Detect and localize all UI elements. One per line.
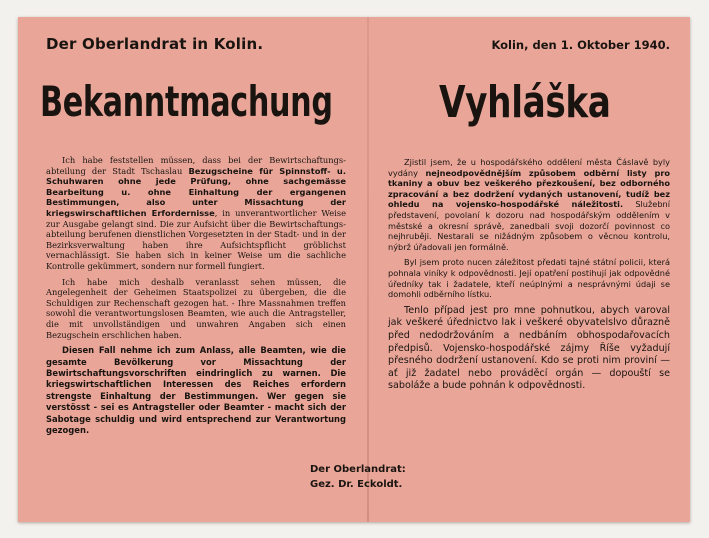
poster-sheet xyxy=(18,17,690,522)
czech-paragraph-1 xyxy=(388,157,670,252)
german-paragraph-1 xyxy=(46,155,346,272)
signature-block xyxy=(310,462,406,492)
german-paragraph-3: Diesen Fall nehme ich zum Anlass, alle Beamten, wie die gesamte Bevölkerung vor Missachtung der Bewirtschaftungsvorschriften eindringlich zu warnen. Die kriegswirtschaftlichen Interessen des Reiches erfordern strengste Einhaltung der Bestimmungen. Wer gegen sie verstösst - sei es Antragsteller oder Beamter - macht sich der Sabotage schuldig und wird entsprechend zur Verantwortung gezogen. xyxy=(46,345,346,435)
czech-text-column xyxy=(388,157,670,398)
german-p1-start: Ich habe feststellen müssen, dass bei der Bewirtschaftungs-abteilung der Stadt Tschaslau xyxy=(46,155,346,176)
german-text-column xyxy=(46,155,346,441)
german-p1-end: , in unverantwortlicher Weise zur Ausgabe gelangt sind. Die zur Aufsicht über die Bewirtschaftungs-abteilung berufenen dienstlichen Vorgesetzten in der Stadt- und in der Bezirksverwaltung haben ihre Aufsichtspflicht gröblichst vernachlässigt. Sie haben sich in keiner Weise um die sachliche Kontrolle gekümmert, sondern nur formell fungiert. xyxy=(46,207,346,271)
title-german: Bekanntmachung xyxy=(40,77,333,126)
signature-name: Gez. Dr. Eckoldt. xyxy=(310,479,403,490)
czech-p1-end: Služební představení, povolaní k dozoru nad hospodářským oddělením v městské a okresní správě, zanedbali svoji dozorčí povinnost co nejhruběji. Nestarali se nižádným způsobem o věcnou kontrolu, nýbrž úřadovali jen formálně. xyxy=(388,199,670,252)
czech-paragraph-3: Tenlo případ jest pro mne pohnutkou, abych varoval jak veškeré úřednictvo lak i veškeré obyvatelslvo důrazně před nedodržováním a nedbáním obhospodařovacích předpisů. Vojensko-hospodářské zájmy Říše vyžadují přesného dodržení ustanovení. Kdo se proti nim proviní — ať již žadatel nebo prováděcí orgán — dopouští se saboláže a bude pohnán k odpovědnosti. xyxy=(388,304,670,392)
signature-title: Der Oberlandrat: xyxy=(310,464,406,475)
issuer-heading: Der Oberlandrat in Kolin. xyxy=(46,35,264,53)
center-fold xyxy=(367,17,369,522)
czech-p1-emphasis: nejneodpovědnějším způsobem odběrní listy pro tkaniny a obuv bez veškerého přezkoušení, bez odborného zpracování a bez dodržení vydaných ustanovení, tudíž bez ohledu na vojensko-hospodářské náležitosti. xyxy=(388,167,670,210)
german-paragraph-2: Ich habe mich deshalb veranlasst sehen müssen, die Angelegenheit der Geheimen Staatspolizei zu übergeben, die die Schuldigen zur Rechenschaft gezogen hat. - Ihre Massnahmen treffen sowohl die verantwortungslosen Beamten, wie auch die Antragsteller, die mit unvollständigen und unwahren Angaben sich einen Bezugschein erschlichen haben. xyxy=(46,276,346,340)
german-p1-emphasis: Bezugscheine für Spinnstoff- u. Schuhwaren ohne jede Prüfung, ohne sachgemässe Bearbeitung u. ohne Einhaltung der ergangenen Bestimmungen, also unter Missachtung der kriegswirschaftlichen Erfordernisse xyxy=(46,165,346,218)
title-czech: Vyhláška xyxy=(439,77,611,128)
czech-paragraph-2: Byl jsem proto nucen záležitost předati tajné státní policii, která pohnala viníky k odpovědnosti. Její opatření postihují jak odpovědné úředníky tak i žadatele, kteří neúplnými a nesprávnými údaji se domohli odběrního lístku. xyxy=(388,257,670,300)
date-line: Kolin, den 1. Oktober 1940. xyxy=(491,38,670,52)
czech-p1-start: Zjistil jsem, že u hospodářského oddělení města Čáslavě byly vydány xyxy=(388,157,670,178)
